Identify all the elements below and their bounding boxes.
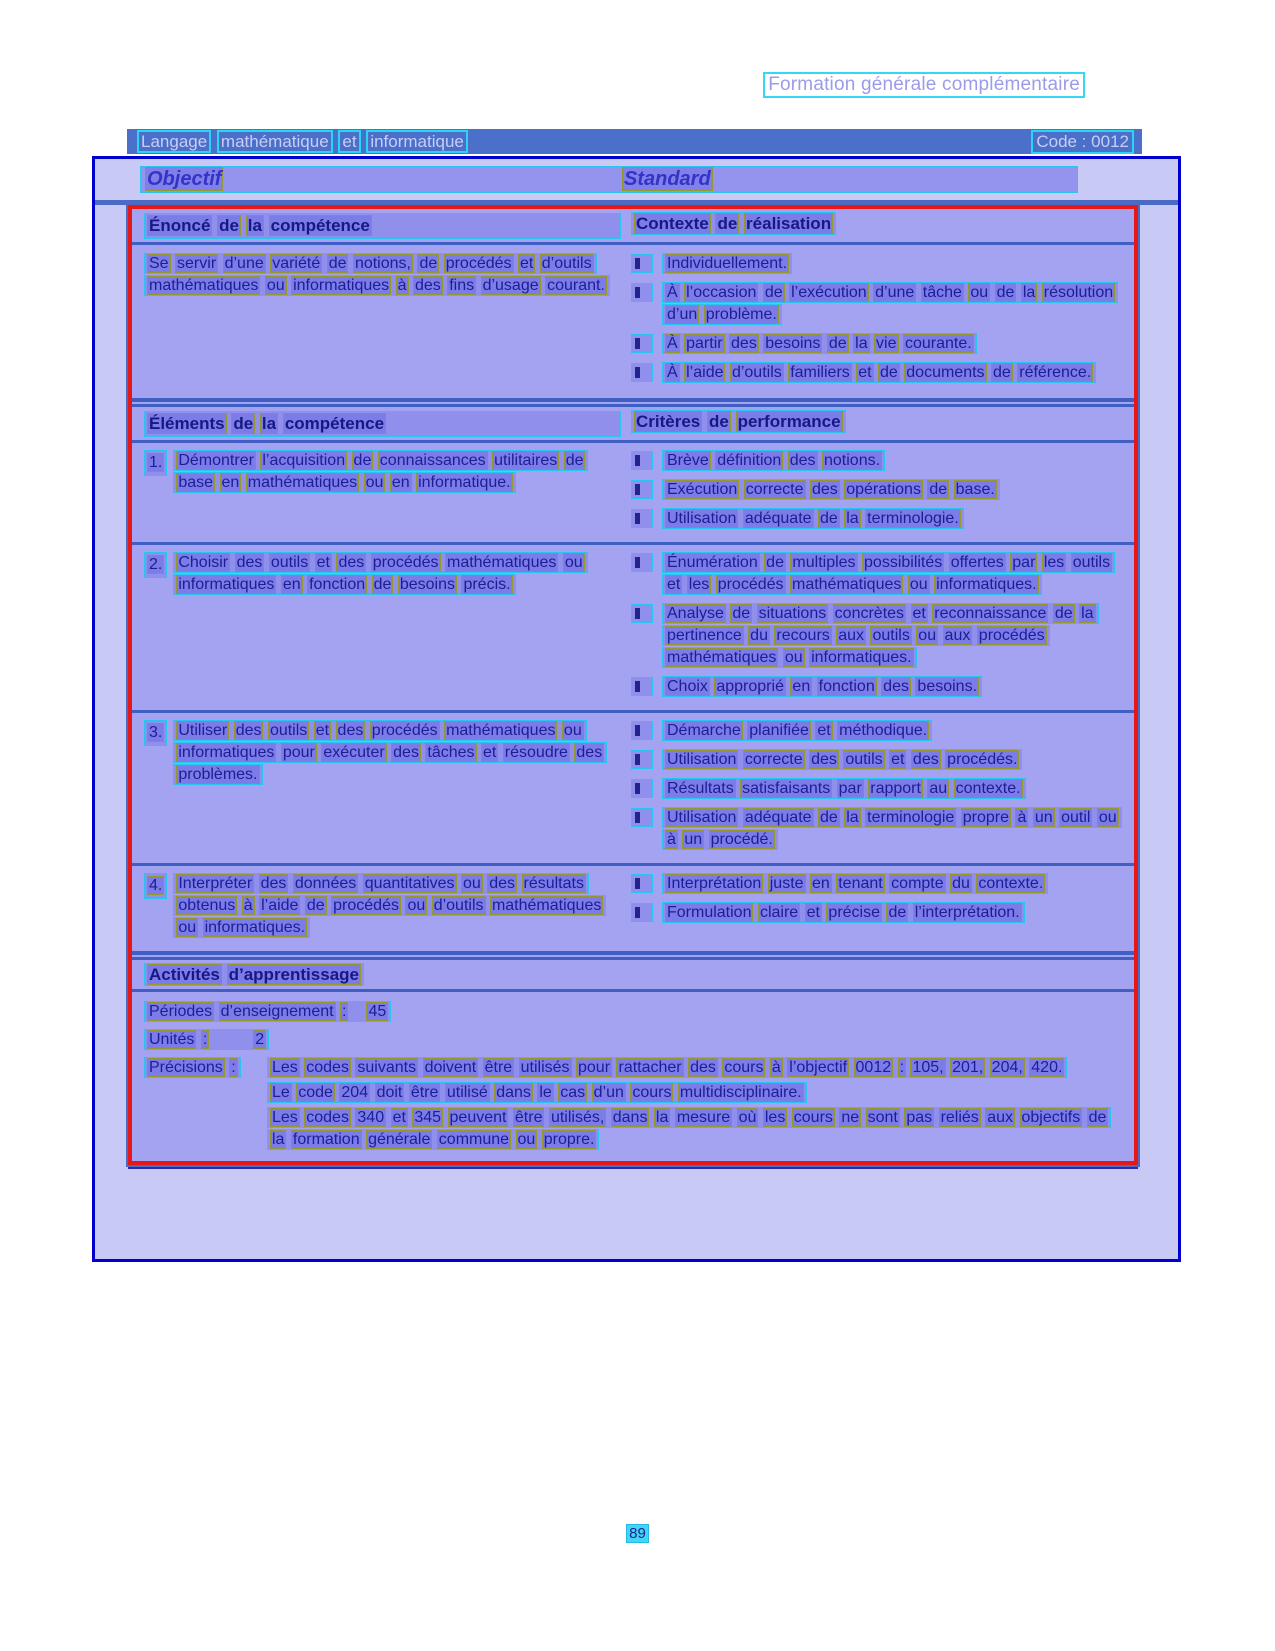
list-item: Analyse de situations concrètes et reconnaissance de la pertinence du recours aux outils ou aux procédés mathématiques ou informatiques. <box>631 603 1126 669</box>
page-number: 89 <box>0 1524 1275 1543</box>
section-enonce-contexte-header <box>132 209 1134 245</box>
element-item: 3. Utiliser des outils et des procédés mathématiques ou informatiques pour exécuter des tâches et résoudre des problèmes. <box>144 720 621 851</box>
competency-row-4 <box>132 863 1134 951</box>
element-item: 1. Démontrer l’acquisition de connaissances utilitaires de base en mathématiques ou en informatique. <box>144 450 621 530</box>
element-item: 4. Interpréter des données quantitatives ou des résultats obtenus à l’aide de procédés ou d’outils mathématiques ou informatiques. <box>144 873 621 939</box>
competency-row-2 <box>132 542 1134 710</box>
objectif-title: Objectif <box>147 168 222 190</box>
bullet-icon <box>631 451 653 470</box>
bullet-icon <box>631 509 653 528</box>
list-item: Choix approprié en fonction des besoins. <box>631 676 1126 698</box>
list-item: Brève définition des notions. <box>631 450 1126 472</box>
elements-header: Éléments de la compétence <box>144 411 621 437</box>
activites-header: Activités d’apprentissage <box>144 963 364 986</box>
criteres-bullets-2 <box>631 552 1126 698</box>
unites-row <box>132 1025 1134 1053</box>
section-enonce-contexte-body <box>132 245 1134 398</box>
bullet-icon <box>631 283 653 302</box>
section-elements-criteres-header <box>132 407 1134 443</box>
banner-title: Langage mathématique et informatique <box>137 132 469 152</box>
criteres-bullets-4 <box>631 873 1126 939</box>
list-item: Exécution correcte des opérations de base. <box>631 479 1126 501</box>
list-item: À partir des besoins de la vie courante. <box>631 333 1126 355</box>
precisions-label: Précisions : <box>144 1057 241 1078</box>
item-number: 3. <box>144 720 167 746</box>
bullet-icon <box>631 779 653 798</box>
list-item: Énumération de multiples possibilités offertes par les outils et les procédés mathématiques ou informatiques. <box>631 552 1126 596</box>
bullet-icon <box>631 254 653 273</box>
bullet-icon <box>631 874 653 893</box>
bullet-icon <box>631 903 653 922</box>
list-item: À l’aide d’outils familiers et de documents de référence. <box>631 362 1126 384</box>
criteres-header: Critères de performance <box>631 410 846 433</box>
list-item: Démarche planifiée et méthodique. <box>631 720 1126 742</box>
unites-label: Unités : <box>149 1031 208 1048</box>
unites-value: 2 <box>255 1031 265 1048</box>
item-number: 4. <box>144 873 167 899</box>
contexte-header: Contexte de réalisation <box>631 212 836 235</box>
periodes-label: Périodes d’enseignement : <box>149 1003 347 1020</box>
activites-header-row <box>132 960 1134 992</box>
bullet-icon <box>631 363 653 382</box>
bullet-icon <box>631 721 653 740</box>
competency-table <box>128 205 1138 1165</box>
list-item: Interprétation juste en tenant compte du contexte. <box>631 873 1126 895</box>
list-item: Résultats satisfaisants par rapport au contexte. <box>631 778 1126 800</box>
list-item: Formulation claire et précise de l’interprétation. <box>631 902 1126 924</box>
list-item: À l’occasion de l’exécution d’une tâche ou de la résolution d’un problème. <box>631 282 1126 326</box>
list-item: Utilisation adéquate de la terminologie propre à un outil ou à un procédé. <box>631 807 1126 851</box>
criteres-bullets-3 <box>631 720 1126 851</box>
precisions-row <box>132 1053 1134 1161</box>
objectif-standard-band <box>140 166 1078 193</box>
objectif-standard-row <box>140 166 1078 193</box>
precisions-text: Les codes suivants doivent être utilisés pour rattacher des cours à l’objectif 0012 : 105, 201, 204, 420. Le code 204 doit être utilisé dans le cas d’un cours multidisciplinaire. Les codes 340 et 345 peuvent être utilisés, dans la mesure où les cours ne sont pas reliés aux objectifs de la formation générale commune ou propre. <box>267 1057 1126 1151</box>
bullet-icon <box>631 553 653 572</box>
bullet-icon <box>631 808 653 827</box>
criteres-bullets-1 <box>631 450 1126 530</box>
title-banner <box>127 129 1142 154</box>
element-item: 2. Choisir des outils et des procédés mathématiques ou informatiques en fonction de besoins précis. <box>144 552 621 698</box>
running-header <box>763 72 1085 98</box>
list-item: Utilisation adéquate de la terminologie. <box>631 508 1126 530</box>
running-header-text: Formation générale complémentaire <box>763 72 1085 98</box>
bullet-icon <box>631 334 653 353</box>
bullet-icon <box>631 677 653 696</box>
section-divider <box>132 951 1134 960</box>
list-item: Individuellement. <box>631 253 1126 275</box>
standard-title: Standard <box>624 168 711 190</box>
enonce-text: Se servir d’une variété de notions, de procédés et d’outils mathématiques ou informatiques à des fins d’usage courant. <box>144 253 621 384</box>
competency-row-1 <box>132 443 1134 542</box>
contexte-bullets <box>631 253 1126 384</box>
objectif-standard-panel <box>92 156 1181 1262</box>
bullet-icon <box>631 604 653 623</box>
periodes-value: 45 <box>368 1003 387 1020</box>
item-number: 2. <box>144 552 167 578</box>
list-item: Utilisation correcte des outils et des procédés. <box>631 749 1126 771</box>
item-number: 1. <box>144 450 167 476</box>
bullet-icon <box>631 750 653 769</box>
bullet-icon <box>631 480 653 499</box>
section-divider <box>132 398 1134 407</box>
banner-code: Code : 0012 <box>1031 130 1134 154</box>
periodes-row <box>132 992 1134 1025</box>
enonce-header: Énoncé de la compétence <box>144 213 621 239</box>
competency-row-3 <box>132 710 1134 863</box>
